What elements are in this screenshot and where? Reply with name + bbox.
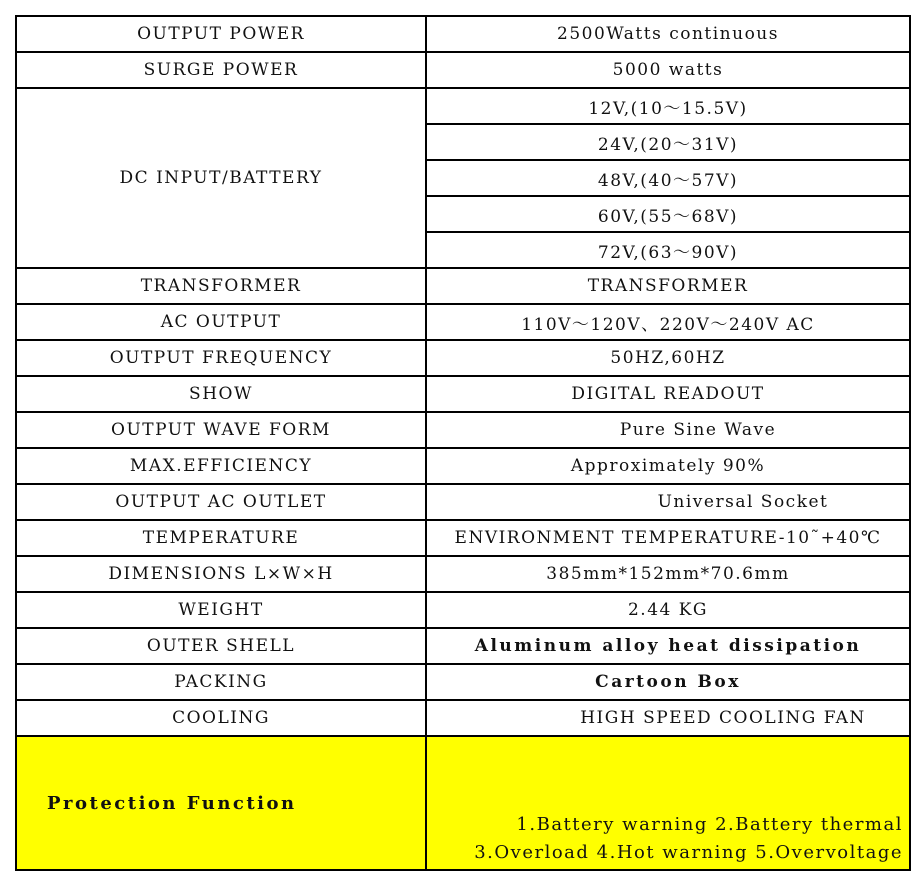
spec-label: WEIGHT [16, 592, 426, 628]
spec-value: Aluminum alloy heat dissipation [426, 628, 910, 664]
spec-label: OUTPUT POWER [16, 16, 426, 52]
spec-value: HIGH SPEED COOLING FAN [426, 700, 910, 736]
spec-row-surge-power [16, 52, 910, 88]
spec-row-wave-form [16, 412, 910, 448]
spec-value: 110V～120V、220V～240V AC [426, 304, 910, 340]
spec-row-outer-shell [16, 628, 910, 664]
spec-row-temperature [16, 520, 910, 556]
spec-label: SHOW [16, 376, 426, 412]
spec-row-transformer [16, 268, 910, 304]
spec-row-packing [16, 664, 910, 700]
spec-label: DC INPUT/BATTERY [16, 88, 426, 268]
spec-row-max-efficiency [16, 448, 910, 484]
spec-value: 5000 watts [426, 52, 910, 88]
protection-value [426, 736, 910, 870]
spec-value: 385mm*152mm*70.6mm [426, 556, 910, 592]
spec-row-protection [16, 736, 910, 870]
spec-row-ac-output [16, 304, 910, 340]
spec-value: TRANSFORMER [426, 268, 910, 304]
spec-row-output-frequency [16, 340, 910, 376]
spec-row-weight [16, 592, 910, 628]
spec-label: SURGE POWER [16, 52, 426, 88]
protection-line: 3.Overload 4.Hot warning 5.Overvoltage [474, 842, 903, 863]
spec-label: OUTER SHELL [16, 628, 426, 664]
spec-row-cooling [16, 700, 910, 736]
spec-value: 2500Watts continuous [426, 16, 910, 52]
spec-label: OUTPUT WAVE FORM [16, 412, 426, 448]
spec-value: Approximately 90% [426, 448, 910, 484]
spec-table [15, 15, 911, 871]
spec-value: 72V,(63～90V) [426, 232, 910, 268]
spec-value: DIGITAL READOUT [426, 376, 910, 412]
spec-row-dimensions [16, 556, 910, 592]
spec-row-dc-input [16, 88, 910, 124]
spec-label: PACKING [16, 664, 426, 700]
spec-row-show [16, 376, 910, 412]
spec-label: COOLING [16, 700, 426, 736]
spec-label: OUTPUT AC OUTLET [16, 484, 426, 520]
spec-value: 48V,(40～57V) [426, 160, 910, 196]
spec-label: TRANSFORMER [16, 268, 426, 304]
spec-value: 60V,(55～68V) [426, 196, 910, 232]
spec-label: AC OUTPUT [16, 304, 426, 340]
spec-value: Cartoon Box [426, 664, 910, 700]
protection-line: 1.Battery warning 2.Battery thermal [516, 814, 903, 835]
spec-label: TEMPERATURE [16, 520, 426, 556]
spec-value: Universal Socket [426, 484, 910, 520]
spec-value: 2.44 KG [426, 592, 910, 628]
protection-label: Protection Function [16, 736, 426, 870]
spec-value: Pure Sine Wave [426, 412, 910, 448]
spec-row-ac-outlet [16, 484, 910, 520]
spec-label: MAX.EFFICIENCY [16, 448, 426, 484]
spec-value: 12V,(10～15.5V) [426, 88, 910, 124]
spec-row-output-power [16, 16, 910, 52]
spec-label: DIMENSIONS L×W×H [16, 556, 426, 592]
spec-value: ENVIRONMENT TEMPERATURE-10˜+40℃ [426, 520, 910, 556]
spec-label: OUTPUT FREQUENCY [16, 340, 426, 376]
spec-value: 24V,(20～31V) [426, 124, 910, 160]
spec-value: 50HZ,60HZ [426, 340, 910, 376]
